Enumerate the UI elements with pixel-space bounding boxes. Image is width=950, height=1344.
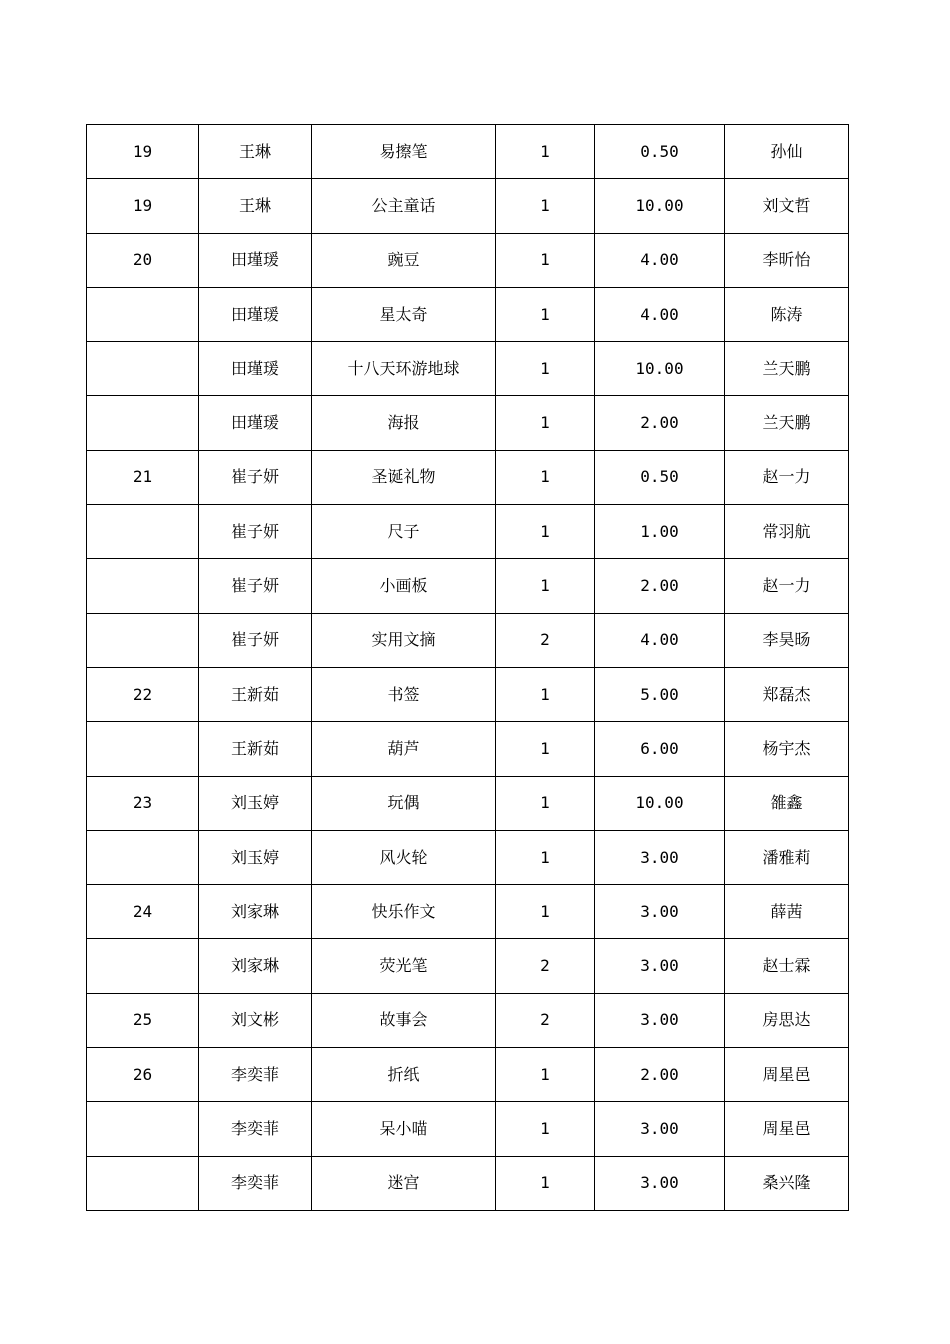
cell-quantity: 1 [496,1102,595,1156]
cell-item: 公主童话 [312,179,496,233]
cell-number: 20 [87,233,199,287]
cell-donor: 王新茹 [199,722,312,776]
cell-donor: 崔子妍 [199,559,312,613]
cell-recipient: 刘文哲 [725,179,849,233]
cell-donor: 刘玉婷 [199,830,312,884]
cell-recipient: 李昊旸 [725,613,849,667]
cell-quantity: 1 [496,125,595,179]
cell-number [87,613,199,667]
cell-donor: 田瑾瑗 [199,396,312,450]
cell-price: 4.00 [595,287,725,341]
table-row [87,830,849,884]
cell-price: 2.00 [595,396,725,450]
cell-number: 19 [87,125,199,179]
cell-donor: 刘家琳 [199,939,312,993]
cell-item: 迷宫 [312,1156,496,1210]
cell-number: 26 [87,1048,199,1102]
cell-price: 2.00 [595,1048,725,1102]
table-row [87,450,849,504]
cell-donor: 崔子妍 [199,450,312,504]
cell-donor: 刘文彬 [199,993,312,1047]
cell-price: 4.00 [595,233,725,287]
cell-quantity: 1 [496,559,595,613]
cell-number [87,1156,199,1210]
cell-quantity: 2 [496,939,595,993]
cell-quantity: 1 [496,1156,595,1210]
cell-recipient: 孙仙 [725,125,849,179]
cell-number [87,396,199,450]
cell-recipient: 桑兴隆 [725,1156,849,1210]
cell-recipient: 周星邑 [725,1048,849,1102]
cell-price: 3.00 [595,1102,725,1156]
cell-price: 6.00 [595,722,725,776]
cell-number [87,830,199,884]
cell-quantity: 1 [496,505,595,559]
cell-item: 实用文摘 [312,613,496,667]
cell-recipient: 兰天鹏 [725,342,849,396]
table-row [87,559,849,613]
table-row [87,287,849,341]
cell-price: 4.00 [595,613,725,667]
cell-item: 玩偶 [312,776,496,830]
cell-quantity: 1 [496,287,595,341]
cell-number [87,342,199,396]
cell-donor: 李奕菲 [199,1102,312,1156]
cell-recipient: 兰天鹏 [725,396,849,450]
table-row [87,179,849,233]
cell-donor: 崔子妍 [199,613,312,667]
cell-recipient: 房思达 [725,993,849,1047]
cell-recipient: 潘雅莉 [725,830,849,884]
table-row [87,939,849,993]
cell-donor: 崔子妍 [199,505,312,559]
table-row [87,1156,849,1210]
cell-number: 19 [87,179,199,233]
table-row [87,396,849,450]
cell-donor: 田瑾瑗 [199,342,312,396]
cell-price: 10.00 [595,342,725,396]
cell-number [87,939,199,993]
cell-donor: 田瑾瑗 [199,233,312,287]
table-row [87,1102,849,1156]
cell-donor: 刘玉婷 [199,776,312,830]
cell-item: 小画板 [312,559,496,613]
table-row [87,776,849,830]
cell-price: 10.00 [595,179,725,233]
cell-price: 5.00 [595,667,725,721]
cell-price: 3.00 [595,830,725,884]
cell-recipient: 常羽航 [725,505,849,559]
cell-quantity: 1 [496,450,595,504]
cell-recipient: 赵士霖 [725,939,849,993]
cell-quantity: 1 [496,1048,595,1102]
table-body [87,125,849,1211]
cell-price: 1.00 [595,505,725,559]
cell-donor: 王琳 [199,125,312,179]
cell-price: 3.00 [595,939,725,993]
cell-price: 10.00 [595,776,725,830]
cell-quantity: 1 [496,179,595,233]
table-row [87,993,849,1047]
cell-price: 3.00 [595,885,725,939]
cell-donor: 刘家琳 [199,885,312,939]
cell-donor: 李奕菲 [199,1156,312,1210]
cell-donor: 李奕菲 [199,1048,312,1102]
table-row [87,505,849,559]
cell-item: 葫芦 [312,722,496,776]
cell-price: 2.00 [595,559,725,613]
cell-number [87,1102,199,1156]
cell-item: 尺子 [312,505,496,559]
cell-quantity: 1 [496,667,595,721]
cell-quantity: 2 [496,613,595,667]
cell-quantity: 1 [496,342,595,396]
cell-recipient: 赵一力 [725,559,849,613]
donation-table [86,124,849,1211]
table-row [87,342,849,396]
cell-item: 圣诞礼物 [312,450,496,504]
table-row [87,613,849,667]
table-row [87,125,849,179]
cell-number: 21 [87,450,199,504]
cell-recipient: 雒鑫 [725,776,849,830]
cell-quantity: 1 [496,722,595,776]
cell-item: 呆小喵 [312,1102,496,1156]
cell-quantity: 1 [496,830,595,884]
cell-quantity: 1 [496,885,595,939]
cell-donor: 王新茹 [199,667,312,721]
cell-number: 25 [87,993,199,1047]
cell-recipient: 李昕怡 [725,233,849,287]
cell-number: 23 [87,776,199,830]
cell-recipient: 赵一力 [725,450,849,504]
cell-price: 0.50 [595,450,725,504]
cell-quantity: 1 [496,776,595,830]
table-row [87,1048,849,1102]
cell-number [87,287,199,341]
table-row [87,885,849,939]
cell-number [87,722,199,776]
cell-recipient: 周星邑 [725,1102,849,1156]
cell-recipient: 陈涛 [725,287,849,341]
cell-item: 十八天环游地球 [312,342,496,396]
cell-donor: 王琳 [199,179,312,233]
cell-item: 海报 [312,396,496,450]
cell-price: 0.50 [595,125,725,179]
cell-item: 故事会 [312,993,496,1047]
cell-item: 折纸 [312,1048,496,1102]
cell-quantity: 1 [496,396,595,450]
cell-donor: 田瑾瑗 [199,287,312,341]
cell-item: 荧光笔 [312,939,496,993]
cell-recipient: 郑磊杰 [725,667,849,721]
table-row [87,667,849,721]
cell-recipient: 薛茜 [725,885,849,939]
cell-item: 书签 [312,667,496,721]
table-row [87,233,849,287]
cell-quantity: 1 [496,233,595,287]
table-row [87,722,849,776]
cell-number [87,505,199,559]
cell-recipient: 杨宇杰 [725,722,849,776]
cell-item: 快乐作文 [312,885,496,939]
cell-item: 豌豆 [312,233,496,287]
cell-price: 3.00 [595,993,725,1047]
cell-quantity: 2 [496,993,595,1047]
cell-item: 星太奇 [312,287,496,341]
cell-item: 易擦笔 [312,125,496,179]
cell-number: 24 [87,885,199,939]
cell-price: 3.00 [595,1156,725,1210]
cell-item: 风火轮 [312,830,496,884]
cell-number: 22 [87,667,199,721]
cell-number [87,559,199,613]
